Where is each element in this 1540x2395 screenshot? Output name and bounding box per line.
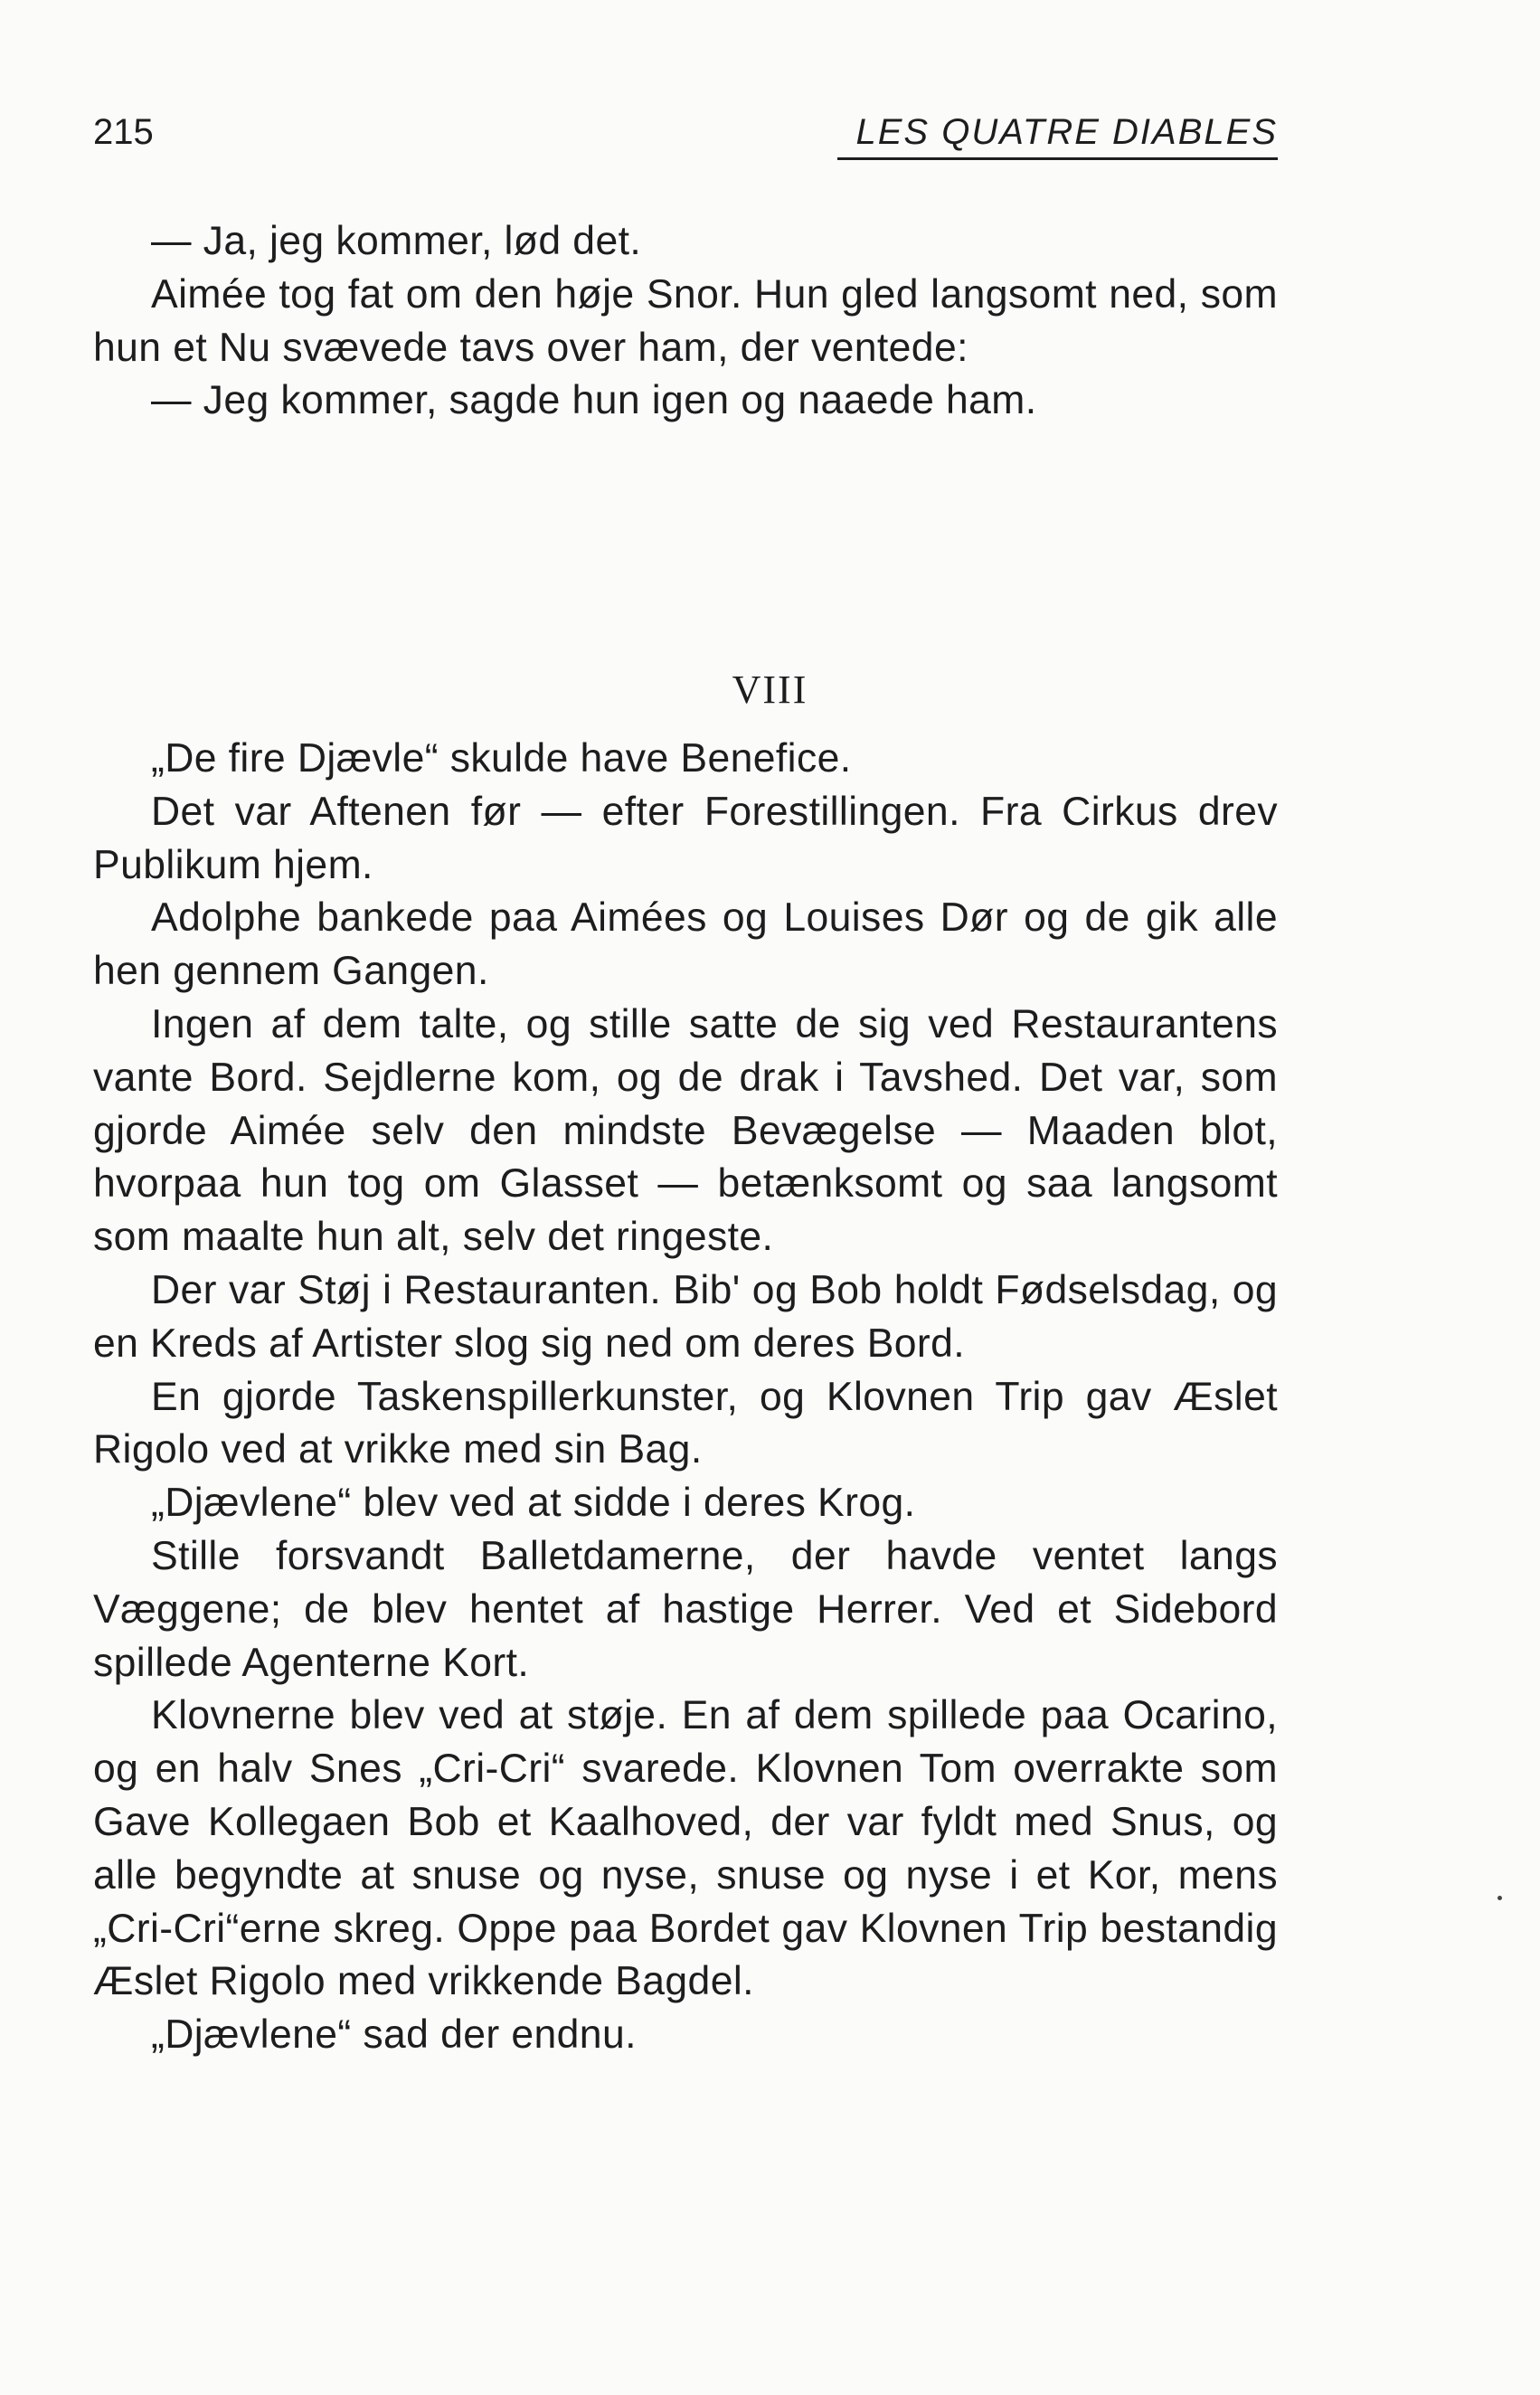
paper-speck: [1497, 1896, 1502, 1900]
paragraph: Stille forsvandt Balletdamerne, der havde ventet langs Væggene; de blev hentet af hastige Herrer. Ved et Sidebord spillede Agenterne Kort.: [93, 1533, 1278, 1685]
paragraph: „Djævlene“ blev ved at sidde i deres Krog.: [151, 1481, 916, 1526]
chapter-text: [93, 733, 1278, 2062]
page-header: [93, 107, 1278, 161]
paragraph: Adolphe bankede paa Aimées og Louises Dør og de gik alle hen gennem Gangen.: [93, 895, 1278, 994]
paragraph: „De fire Djævle“ skulde have Benefice.: [151, 736, 852, 781]
chapter-heading: VIII: [732, 667, 808, 712]
paragraph: Klovnerne blev ved at støje. En af dem spillede paa Ocarino, og en halv Snes „Cri-Cri“ svarede. Klovnen Tom overrakte som Gave Kollegaen Bob et Kaalhoved, der var fyldt med Snus, og alle begyndte at snuse og nyse, snuse og nyse i et Kor, mens „Cri-Cri“erne skreg. Oppe paa Bordet gav Klovnen Trip bestandig Æslet Rigolo med vrikkende Bagdel.: [93, 1693, 1278, 2004]
paragraph: Det var Aftenen før — efter Forestillingen. Fra Cirkus drev Publikum hjem.: [93, 789, 1278, 887]
paragraph: Der var Støj i Restauranten. Bib' og Bob holdt Fødselsdag, og en Kreds af Artister slog sig ned om deres Bord.: [93, 1267, 1278, 1366]
running-title: LES QUATRE DIABLES: [837, 107, 1278, 160]
paragraph: Aimée tog fat om den høje Snor. Hun gled langsomt ned, som hun et Nu svævede tavs over ham, der ventede:: [93, 271, 1278, 370]
paragraph: — Jeg kommer, sagde hun igen og naaede ham.: [151, 378, 1037, 423]
paragraph: — Ja, jeg kommer, lød det.: [151, 219, 642, 263]
paragraph: Ingen af dem talte, og stille satte de sig ved Restaurantens vante Bord. Sejdlerne kom, og de drak i Tavshed. Det var, som gjorde Aimée selv den mindste Bevægelse — Maaden blot, hvorpaa hun tog om Glasset — betænksomt og saa langsomt som maalte hun alt, selv det ringeste.: [93, 1001, 1278, 1260]
paragraph: En gjorde Taskenspillerkunster, og Klovnen Trip gav Æslet Rigolo ved at vrikke med sin Bag.: [93, 1374, 1278, 1472]
paragraph: „Djævlene“ sad der endnu.: [151, 2012, 637, 2058]
page-number: 215: [93, 112, 154, 152]
text-before-chapter: [93, 215, 1278, 428]
